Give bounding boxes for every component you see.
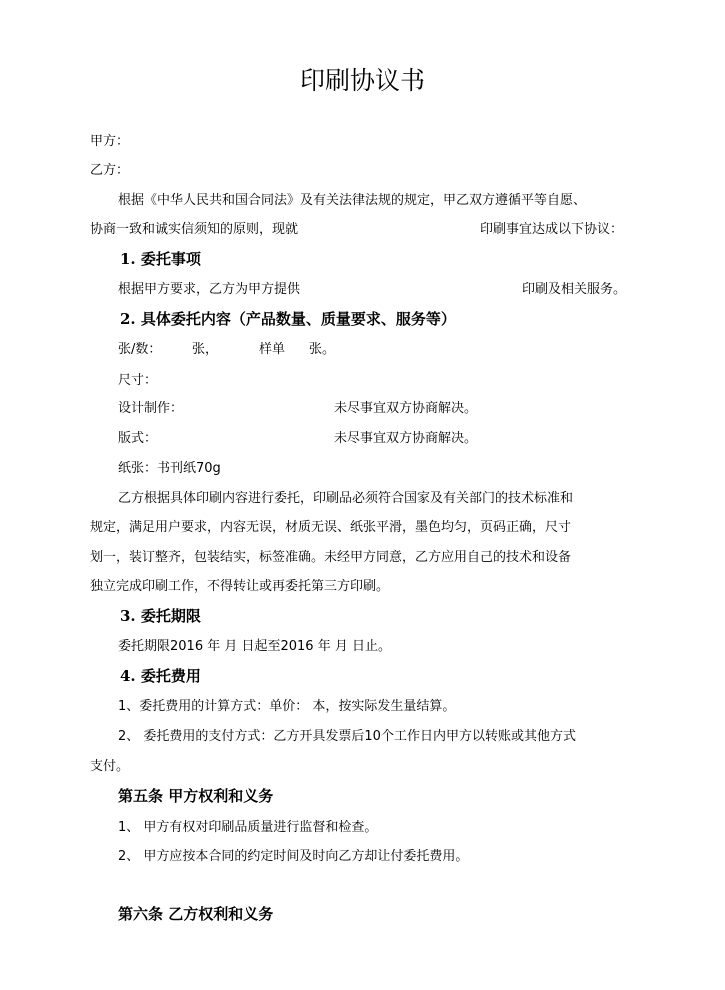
party-a-right-2: 2、 甲方应按本合同的约定时间及时向乙方却让付委托费用。 (118, 849, 469, 864)
plate-label: 版式： (118, 431, 158, 446)
quantity-unit-1: 张， (192, 342, 219, 357)
section-6-heading: 第六条 乙方权利和义务 (118, 905, 274, 923)
intro-line-2-end: 印刷事宜达成以下协议： (480, 222, 624, 237)
design-note: 未尽事宜双方协商解决。 (334, 401, 478, 416)
quality-paragraph-line-4: 独立完成印刷工作，不得转让或再委托第三方印刷。 (90, 579, 390, 594)
intro-line-2-start: 协商一致和诚实信须知的原则，现就 (90, 222, 299, 237)
quality-paragraph-line-1: 乙方根据具体印刷内容进行委托，印刷品必须符合国家及有关部门的技术标准和 (118, 491, 574, 506)
section-1-text-end: 印刷及相关服务。 (522, 282, 627, 297)
section-1-heading: 1. 委托事项 (120, 250, 201, 268)
paper-label: 纸张：书刊纸70g (118, 461, 221, 476)
quality-paragraph-line-2: 规定，满足用户要求，内容无误，材质无误、纸张平滑，墨色均匀，页码正确，尺寸 (90, 520, 572, 535)
fee-item-2-line-2: 支付。 (90, 759, 130, 774)
section-2-heading: 2. 具体委托内容（产品数量、质量要求、服务等） (120, 310, 456, 328)
party-b-label: 乙方： (90, 163, 130, 178)
quantity-label: 张/数： (118, 342, 162, 357)
quantity-sample: 样单 (259, 342, 286, 357)
party-a-right-1: 1、 甲方有权对印刷品质量进行监督和检查。 (118, 820, 378, 835)
quantity-unit-2: 张。 (309, 342, 336, 357)
section-5-heading: 第五条 甲方权利和义务 (118, 787, 274, 805)
section-1-text-start: 根据甲方要求，乙方为甲方提供 (118, 282, 301, 297)
party-a-label: 甲方： (90, 134, 130, 149)
term-text: 委托期限2016 年 月 日起至2016 年 月 日止。 (118, 639, 391, 654)
fee-item-1: 1、委托费用的计算方式：单价： 本，按实际发生量结算。 (118, 699, 456, 714)
plate-note: 未尽事宜双方协商解决。 (334, 431, 478, 446)
section-3-heading: 3. 委托期限 (120, 607, 201, 625)
size-label: 尺寸： (118, 373, 158, 388)
section-4-heading: 4. 委托费用 (120, 667, 201, 685)
document-title: 印刷协议书 (299, 66, 425, 95)
design-label: 设计制作： (118, 401, 184, 416)
intro-line-1: 根据《中华人民共和国合同法》及有关法律法规的规定，甲乙双方遵循平等自愿、 (118, 193, 587, 208)
fee-item-2-line-1: 2、 委托费用的支付方式：乙方开具发票后10个工作日内甲方以转账或其他方式 (118, 729, 576, 744)
quality-paragraph-line-3: 划一，装订整齐，包装结实，标签准确。未经甲方同意，乙方应用自己的技术和设备 (90, 550, 572, 565)
